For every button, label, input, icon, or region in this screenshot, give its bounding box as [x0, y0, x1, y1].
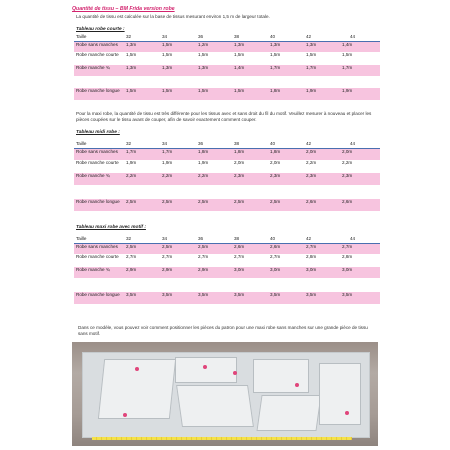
table-row: Robe manche courte 2,7m 2,7m 2,7m 2,7m 2,7m 2,8m 2,8m [74, 254, 380, 267]
header-44: 44 [340, 34, 380, 41]
pin-icon [123, 413, 127, 417]
table-row: Robe manche ¾ 2,2m 2,2m 2,2m 2,3m 2,3m 2,3m 2,3m [74, 173, 380, 185]
pattern-layout-photo [72, 342, 378, 446]
table-row: Robe manche courte 1,5m 1,5m 1,5m 1,5m 1,5m 1,5m 1,5m [74, 52, 380, 65]
header-38: 38 [232, 34, 268, 41]
photo-note: Dans ce modèle, vous pouvez voir comment positionner les pièces du patron pour une maxi robe sans manches sur une grande pièce de tissu sans motif. [78, 325, 368, 336]
table-header-row: Taille 32 34 36 38 40 42 44 [74, 141, 380, 148]
maxi-note: Pour la maxi robe, la quantité de tissu est très différente pour les tissus avec et sans droit du fil du motif. Veuillez mesurer à nouveau et placer les pièces coupées sur le tissu avant de couper, afin de savoir exactement comment couper. [76, 111, 372, 122]
table-header-row: Taille 32 34 36 38 40 42 44 [74, 236, 380, 243]
pin-icon [135, 367, 139, 371]
header-34: 34 [160, 34, 196, 41]
fabric-sheet [82, 352, 370, 438]
section-title-midi: Tableau midi robe : [76, 130, 120, 135]
header-42: 42 [304, 34, 340, 41]
table-short-dress [74, 34, 380, 100]
table-row: Robe manche ¾ 2,9m 2,9m 2,9m 3,0m 3,0m 3,0m 3,0m [74, 267, 380, 278]
pin-icon [203, 365, 207, 369]
table-row: Robe manche courte 1,9m 1,9m 1,9m 2,0m 2,0m 2,2m 2,2m [74, 160, 380, 173]
table-header-row [74, 34, 380, 41]
section-title-maxi: Tableau maxi robe avec motif : [76, 225, 146, 230]
pattern-piece [175, 357, 237, 383]
table-row: Robe manche longue 3,5m 3,5m 3,5m 3,5m 3,5m 3,5m 3,5m [74, 292, 380, 304]
header-36: 36 [196, 34, 232, 41]
pattern-piece [319, 363, 361, 425]
pin-icon [295, 383, 299, 387]
table-maxi-dress [74, 236, 380, 304]
table-row: Robe sans manches 2,5m 2,5m 2,5m 2,6m 2,6m 2,7m 2,7m [74, 243, 380, 254]
pattern-piece [256, 395, 321, 431]
header-32: 32 [124, 34, 160, 41]
table-row [74, 278, 380, 292]
table-row [74, 185, 380, 199]
pattern-piece [253, 359, 309, 393]
table-midi-dress [74, 141, 380, 211]
table-row: Robe sans manches 1,3m 1,5m 1,2m 1,3m 1,3m 1,3m 1,4m [74, 41, 380, 52]
pattern-piece [176, 385, 254, 427]
section-title-short: Tableau robe courte : [76, 27, 125, 32]
pin-icon [345, 411, 349, 415]
intro-text: La quantité de tissu est calculée sur la base de tissus mesurant environ 1,5 m de largeur totale. [76, 14, 270, 19]
table-row: Robe sans manches 1,7m 1,7m 1,8m 1,8m 1,8m 2,0m 2,0m [74, 148, 380, 160]
table-row [74, 76, 380, 88]
header-size: Taille [74, 34, 124, 41]
header-40: 40 [268, 34, 304, 41]
table-row: Robe manche longue 2,5m 2,5m 2,5m 2,5m 2,5m 2,6m 2,6m [74, 199, 380, 211]
measuring-tape [92, 437, 352, 440]
table-row: Robe manche ¾ 1,3m 1,3m 1,3m 1,4m 1,7m 1,7m 1,7m [74, 65, 380, 76]
page-title: Quantité de tissu – BM Frida version robe [72, 6, 175, 12]
table-row: Robe manche longue 1,5m 1,5m 1,5m 1,5m 1,8m 1,9m 1,9m [74, 88, 380, 100]
pin-icon [233, 371, 237, 375]
